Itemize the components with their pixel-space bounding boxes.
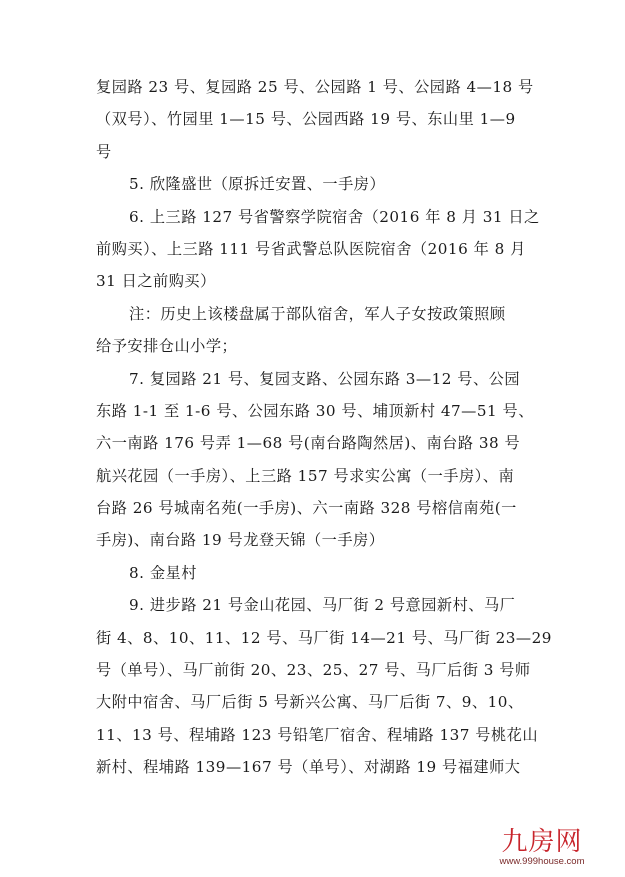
text-line-14: 台路 26 号城南名苑(一手房)、六一南路 328 号榕信南苑(一 (96, 499, 517, 518)
text-line-9: 给予安排仓山小学； (96, 337, 238, 356)
list-item-6: 6. 上三路 127 号省警察学院宿舍（2016 年 8 月 31 日之 (129, 207, 540, 226)
watermark (487, 828, 597, 867)
text-line-18: 街 4、8、10、11、12 号、马厂街 14—21 号、马厂街 23—29 (96, 628, 552, 647)
watermark-logo: 九房网 (501, 827, 583, 857)
text-line-15: 手房)、南台路 19 号龙登天锦（一手房） (96, 531, 385, 550)
note-paragraph: 注：历史上该楼盘属于部队宿舍，军人子女按政策照顾 (129, 304, 506, 323)
text-line-12: 六一南路 176 号弄 1—68 号(南台路陶然居)、南台路 38 号 (96, 434, 521, 453)
text-line-13: 航兴花园（一手房）、上三路 157 号求实公寓（一手房）、南 (96, 466, 515, 485)
text-line-3: 号 (96, 142, 112, 161)
watermark-url: www.999house.com (499, 856, 585, 867)
text-line-22: 新村、程埔路 139—167 号（单号）、对湖路 19 号福建师大 (96, 758, 521, 777)
text-line-2: （双号）、竹园里 1—15 号、公园西路 19 号、东山里 1—9 (96, 110, 516, 129)
list-item-7: 7. 复园路 21 号、复园支路、公园东路 3—12 号、公园 (129, 369, 521, 388)
text-line-19: 号（单号）、马厂前街 20、23、25、27 号、马厂后街 3 号师 (96, 661, 531, 680)
list-item-9: 9. 进步路 21 号金山花园、马厂街 2 号意园新村、马厂 (129, 596, 516, 615)
text-line-7: 31 日之前购买） (96, 272, 216, 291)
text-line-1: 复园路 23 号、复园路 25 号、公园路 1 号、公园路 4—18 号 (96, 78, 534, 96)
list-item-5: 5. 欣隆盛世（原拆迁安置、一手房） (129, 175, 386, 194)
list-item-8: 8. 金星村 (129, 563, 197, 582)
document-page (96, 71, 552, 784)
text-line-11: 东路 1-1 至 1-6 号、公园东路 30 号、埔顶新村 47—51 号、 (96, 401, 534, 420)
text-line-21: 11、13 号、程埔路 123 号铅笔厂宿舍、程埔路 137 号桃花山 (96, 725, 539, 744)
text-line-6: 前购买）、上三路 111 号省武警总队医院宿舍（2016 年 8 月 (96, 239, 526, 258)
text-line-20: 大附中宿舍、马厂后街 5 号新兴公寓、马厂后街 7、9、10、 (96, 693, 524, 712)
